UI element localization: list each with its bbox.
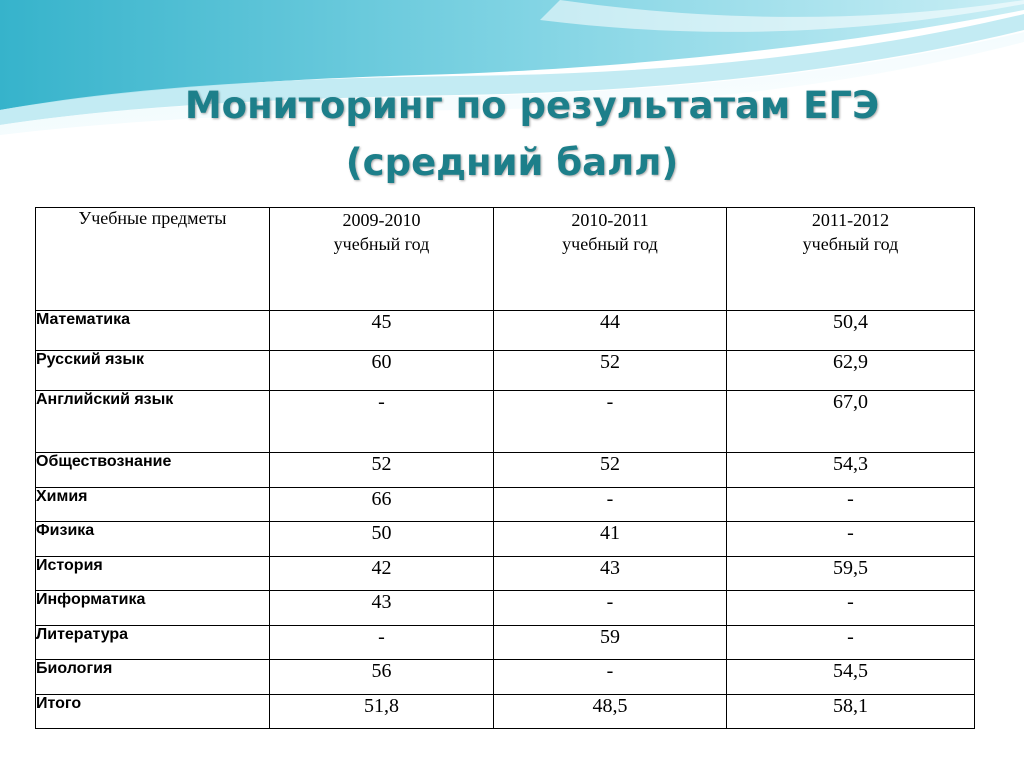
score-cell: -: [494, 660, 727, 695]
year-label: учебный год: [802, 234, 899, 254]
score-cell: 41: [494, 522, 727, 557]
score-cell: 43: [494, 557, 727, 591]
page-subtitle: (средний балл): [345, 141, 679, 184]
table-row: [36, 591, 975, 626]
score-cell: 59,5: [727, 557, 975, 591]
score-cell: 62,9: [727, 351, 975, 391]
score-cell: -: [494, 488, 727, 522]
column-header-2010-2011: [494, 208, 727, 311]
table-row: [36, 453, 975, 488]
table-row: [36, 557, 975, 591]
score-cell: 44: [494, 311, 727, 351]
score-cell: 58,1: [727, 695, 975, 729]
subject-cell: Химия: [36, 488, 270, 522]
year-label: учебный год: [333, 234, 430, 254]
subject-cell: Обществознание: [36, 453, 270, 488]
table-row: [36, 522, 975, 557]
score-cell: 43: [270, 591, 494, 626]
score-cell: 50: [270, 522, 494, 557]
score-cell: 59: [494, 626, 727, 660]
page-title: Мониторинг по результатам ЕГЭ: [184, 84, 880, 127]
table-header-row: [36, 208, 975, 311]
table-row-total: [36, 695, 975, 729]
score-cell: 50,4: [727, 311, 975, 351]
subject-cell: Русский язык: [36, 351, 270, 391]
year-period: 2009-2010: [342, 210, 421, 230]
subject-cell: Физика: [36, 522, 270, 557]
score-cell: -: [494, 591, 727, 626]
score-cell: -: [270, 391, 494, 453]
year-period: 2011-2012: [811, 210, 890, 230]
table-row: [36, 351, 975, 391]
subject-cell: Информатика: [36, 591, 270, 626]
subject-cell: Литература: [36, 626, 270, 660]
score-cell: 67,0: [727, 391, 975, 453]
table-row: [36, 311, 975, 351]
score-cell: -: [727, 522, 975, 557]
score-cell: -: [727, 591, 975, 626]
table-row: [36, 626, 975, 660]
score-cell: -: [727, 488, 975, 522]
score-cell: 56: [270, 660, 494, 695]
results-table: [35, 207, 975, 729]
subject-cell: Биология: [36, 660, 270, 695]
score-cell: 42: [270, 557, 494, 591]
score-cell: 54,5: [727, 660, 975, 695]
score-cell: 52: [270, 453, 494, 488]
score-cell: 48,5: [494, 695, 727, 729]
subject-cell: Английский язык: [36, 391, 270, 453]
score-cell: 52: [494, 351, 727, 391]
column-header-2009-2010: [270, 208, 494, 311]
column-header-2011-2012: [727, 208, 975, 311]
score-cell: 45: [270, 311, 494, 351]
score-cell: -: [494, 391, 727, 453]
table-row: [36, 660, 975, 695]
subject-cell: Математика: [36, 311, 270, 351]
score-cell: 66: [270, 488, 494, 522]
year-label: учебный год: [562, 234, 658, 254]
table-row: [36, 488, 975, 522]
score-cell: 60: [270, 351, 494, 391]
subject-cell: История: [36, 557, 270, 591]
year-period: 2010-2011: [571, 210, 649, 230]
score-cell: 54,3: [727, 453, 975, 488]
score-cell: 52: [494, 453, 727, 488]
subject-cell: Итого: [36, 695, 270, 729]
score-cell: 51,8: [270, 695, 494, 729]
score-cell: -: [270, 626, 494, 660]
score-cell: -: [727, 626, 975, 660]
column-header-subjects: Учебные предметы: [36, 208, 270, 311]
table-row: [36, 391, 975, 453]
background-wave-decoration: [0, 0, 1024, 150]
